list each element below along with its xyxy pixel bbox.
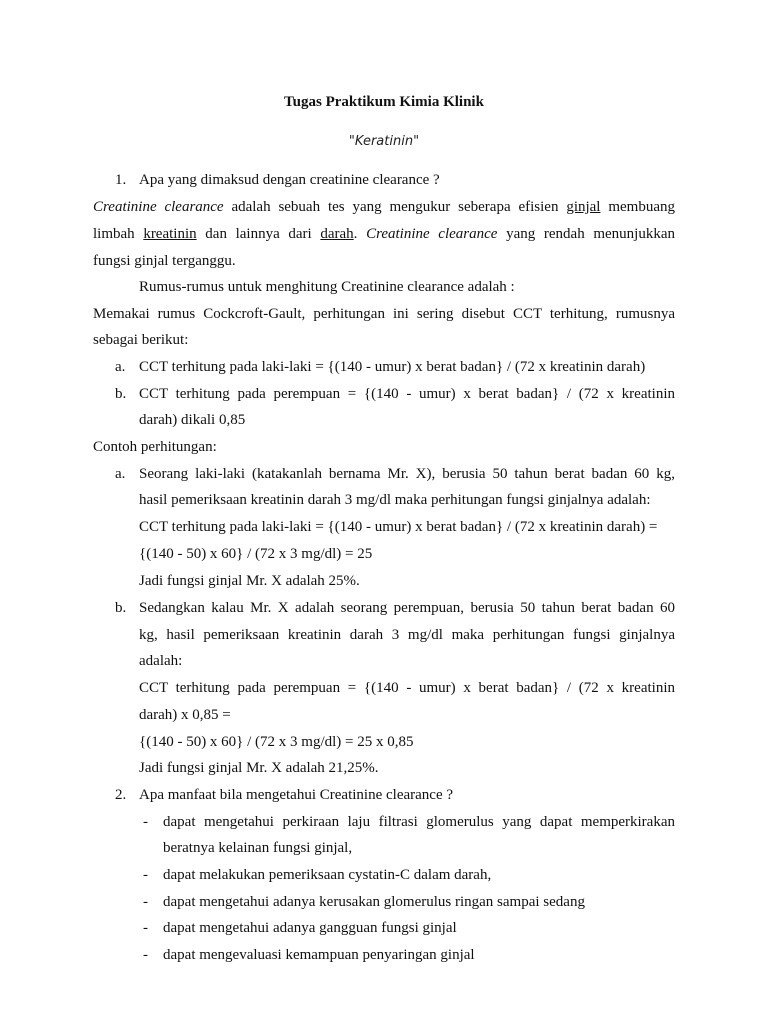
formula-a-text: CCT terhitung pada laki-laki = {(140 - umur) x berat badan} / (72 x kreatinin darah)	[139, 359, 646, 375]
bullet-dash: -	[143, 947, 148, 963]
formula-b-label: b.	[115, 386, 127, 402]
example-b-line-5: darah) x 0,85 =	[139, 707, 231, 723]
q1-definition-line-3: fungsi ginjal terganggu.	[93, 253, 236, 269]
example-b-line-3: adalah:	[139, 653, 183, 669]
text-segment: limbah	[93, 226, 144, 242]
benefit-5: dapat mengevaluasi kemampuan penyaringan ginjal	[163, 947, 475, 963]
example-b-line-2: kg, hasil pemeriksaan kreatinin darah 3 mg/dl maka perhitungan fungsi ginjalnya	[139, 627, 675, 643]
example-b-line-6: {(140 - 50) x 60} / (72 x 3 mg/dl) = 25 x 0,85	[139, 734, 414, 750]
q1-question: Apa yang dimaksud dengan creatinine clearance ?	[139, 172, 440, 188]
formula-b-line-1: CCT terhitung pada perempuan = {(140 - umur) x berat badan} / (72 x kreatinin	[139, 386, 675, 402]
text-segment: adalah sebuah tes yang mengukur seberapa efisien	[223, 199, 567, 215]
benefit-1-line-1: dapat mengetahui perkiraan laju filtrasi glomerulus yang dapat memperkirakan	[163, 814, 675, 830]
bullet-dash: -	[143, 867, 148, 883]
link-ginjal[interactable]: ginjal	[566, 199, 601, 215]
cockcroft-gault-line-1: Memakai rumus Cockcroft-Gault, perhitungan ini sering disebut CCT terhitung, rumusnya	[93, 306, 675, 322]
formula-intro: Rumus-rumus untuk menghitung Creatinine clearance adalah :	[139, 279, 515, 295]
link-darah[interactable]: darah	[320, 226, 354, 242]
example-a-line-4: {(140 - 50) x 60} / (72 x 3 mg/dl) = 25	[139, 546, 373, 562]
text-segment: membuang	[600, 199, 675, 215]
formula-a-label: a.	[115, 359, 126, 375]
example-b-line-4: CCT terhitung pada perempuan = {(140 - umur) x berat badan} / (72 x kreatinin	[139, 680, 675, 696]
formula-b-line-2: darah) dikali 0,85	[139, 412, 246, 428]
q1-definition-line-1	[93, 199, 675, 216]
q1-number: 1.	[115, 172, 127, 188]
example-b-line-1: Sedangkan kalau Mr. X adalah seorang perempuan, berusia 50 tahun berat badan 60	[139, 600, 675, 616]
q1-definition-line-2	[93, 226, 675, 243]
q2-number: 2.	[115, 787, 127, 803]
example-b-label: b.	[115, 600, 127, 616]
example-a-line-2: hasil pemeriksaan kreatinin darah 3 mg/dl maka perhitungan fungsi ginjalnya adalah:	[139, 492, 651, 508]
bullet-dash: -	[143, 920, 148, 936]
document-subtitle: "Keratinin"	[348, 134, 420, 149]
bullet-dash: -	[143, 894, 148, 910]
example-b-line-7: Jadi fungsi ginjal Mr. X adalah 21,25%.	[139, 760, 379, 776]
bullet-dash: -	[143, 814, 148, 830]
benefit-2: dapat melakukan pemeriksaan cystatin-C dalam darah,	[163, 867, 492, 883]
text-segment: yang rendah menunjukkan	[497, 226, 675, 242]
document-title: Tugas Praktikum Kimia Klinik	[284, 94, 484, 110]
example-a-line-1: Seorang laki-laki (katakanlah bernama Mr. X), berusia 50 tahun berat badan 60 kg,	[139, 466, 675, 482]
benefit-1-line-2: beratnya kelainan fungsi ginjal,	[163, 840, 353, 856]
link-kreatinin[interactable]: kreatinin	[143, 226, 197, 242]
text-segment: dan lainnya dari	[196, 226, 321, 242]
text-segment: .	[353, 226, 367, 242]
example-a-line-5: Jadi fungsi ginjal Mr. X adalah 25%.	[139, 573, 360, 589]
benefit-4: dapat mengetahui adanya gangguan fungsi ginjal	[163, 920, 457, 936]
example-a-label: a.	[115, 466, 126, 482]
benefit-3: dapat mengetahui adanya kerusakan glomerulus ringan sampai sedang	[163, 894, 585, 910]
cockcroft-gault-line-2: sebagai berikut:	[93, 332, 189, 348]
term-creatinine-clearance: Creatinine clearance	[93, 199, 224, 215]
term-creatinine-clearance: Creatinine clearance	[366, 226, 498, 242]
example-a-line-3: CCT terhitung pada laki-laki = {(140 - umur) x berat badan} / (72 x kreatinin darah) =	[139, 519, 658, 535]
q2-question: Apa manfaat bila mengetahui Creatinine clearance ?	[139, 787, 454, 803]
example-heading: Contoh perhitungan:	[93, 439, 217, 455]
